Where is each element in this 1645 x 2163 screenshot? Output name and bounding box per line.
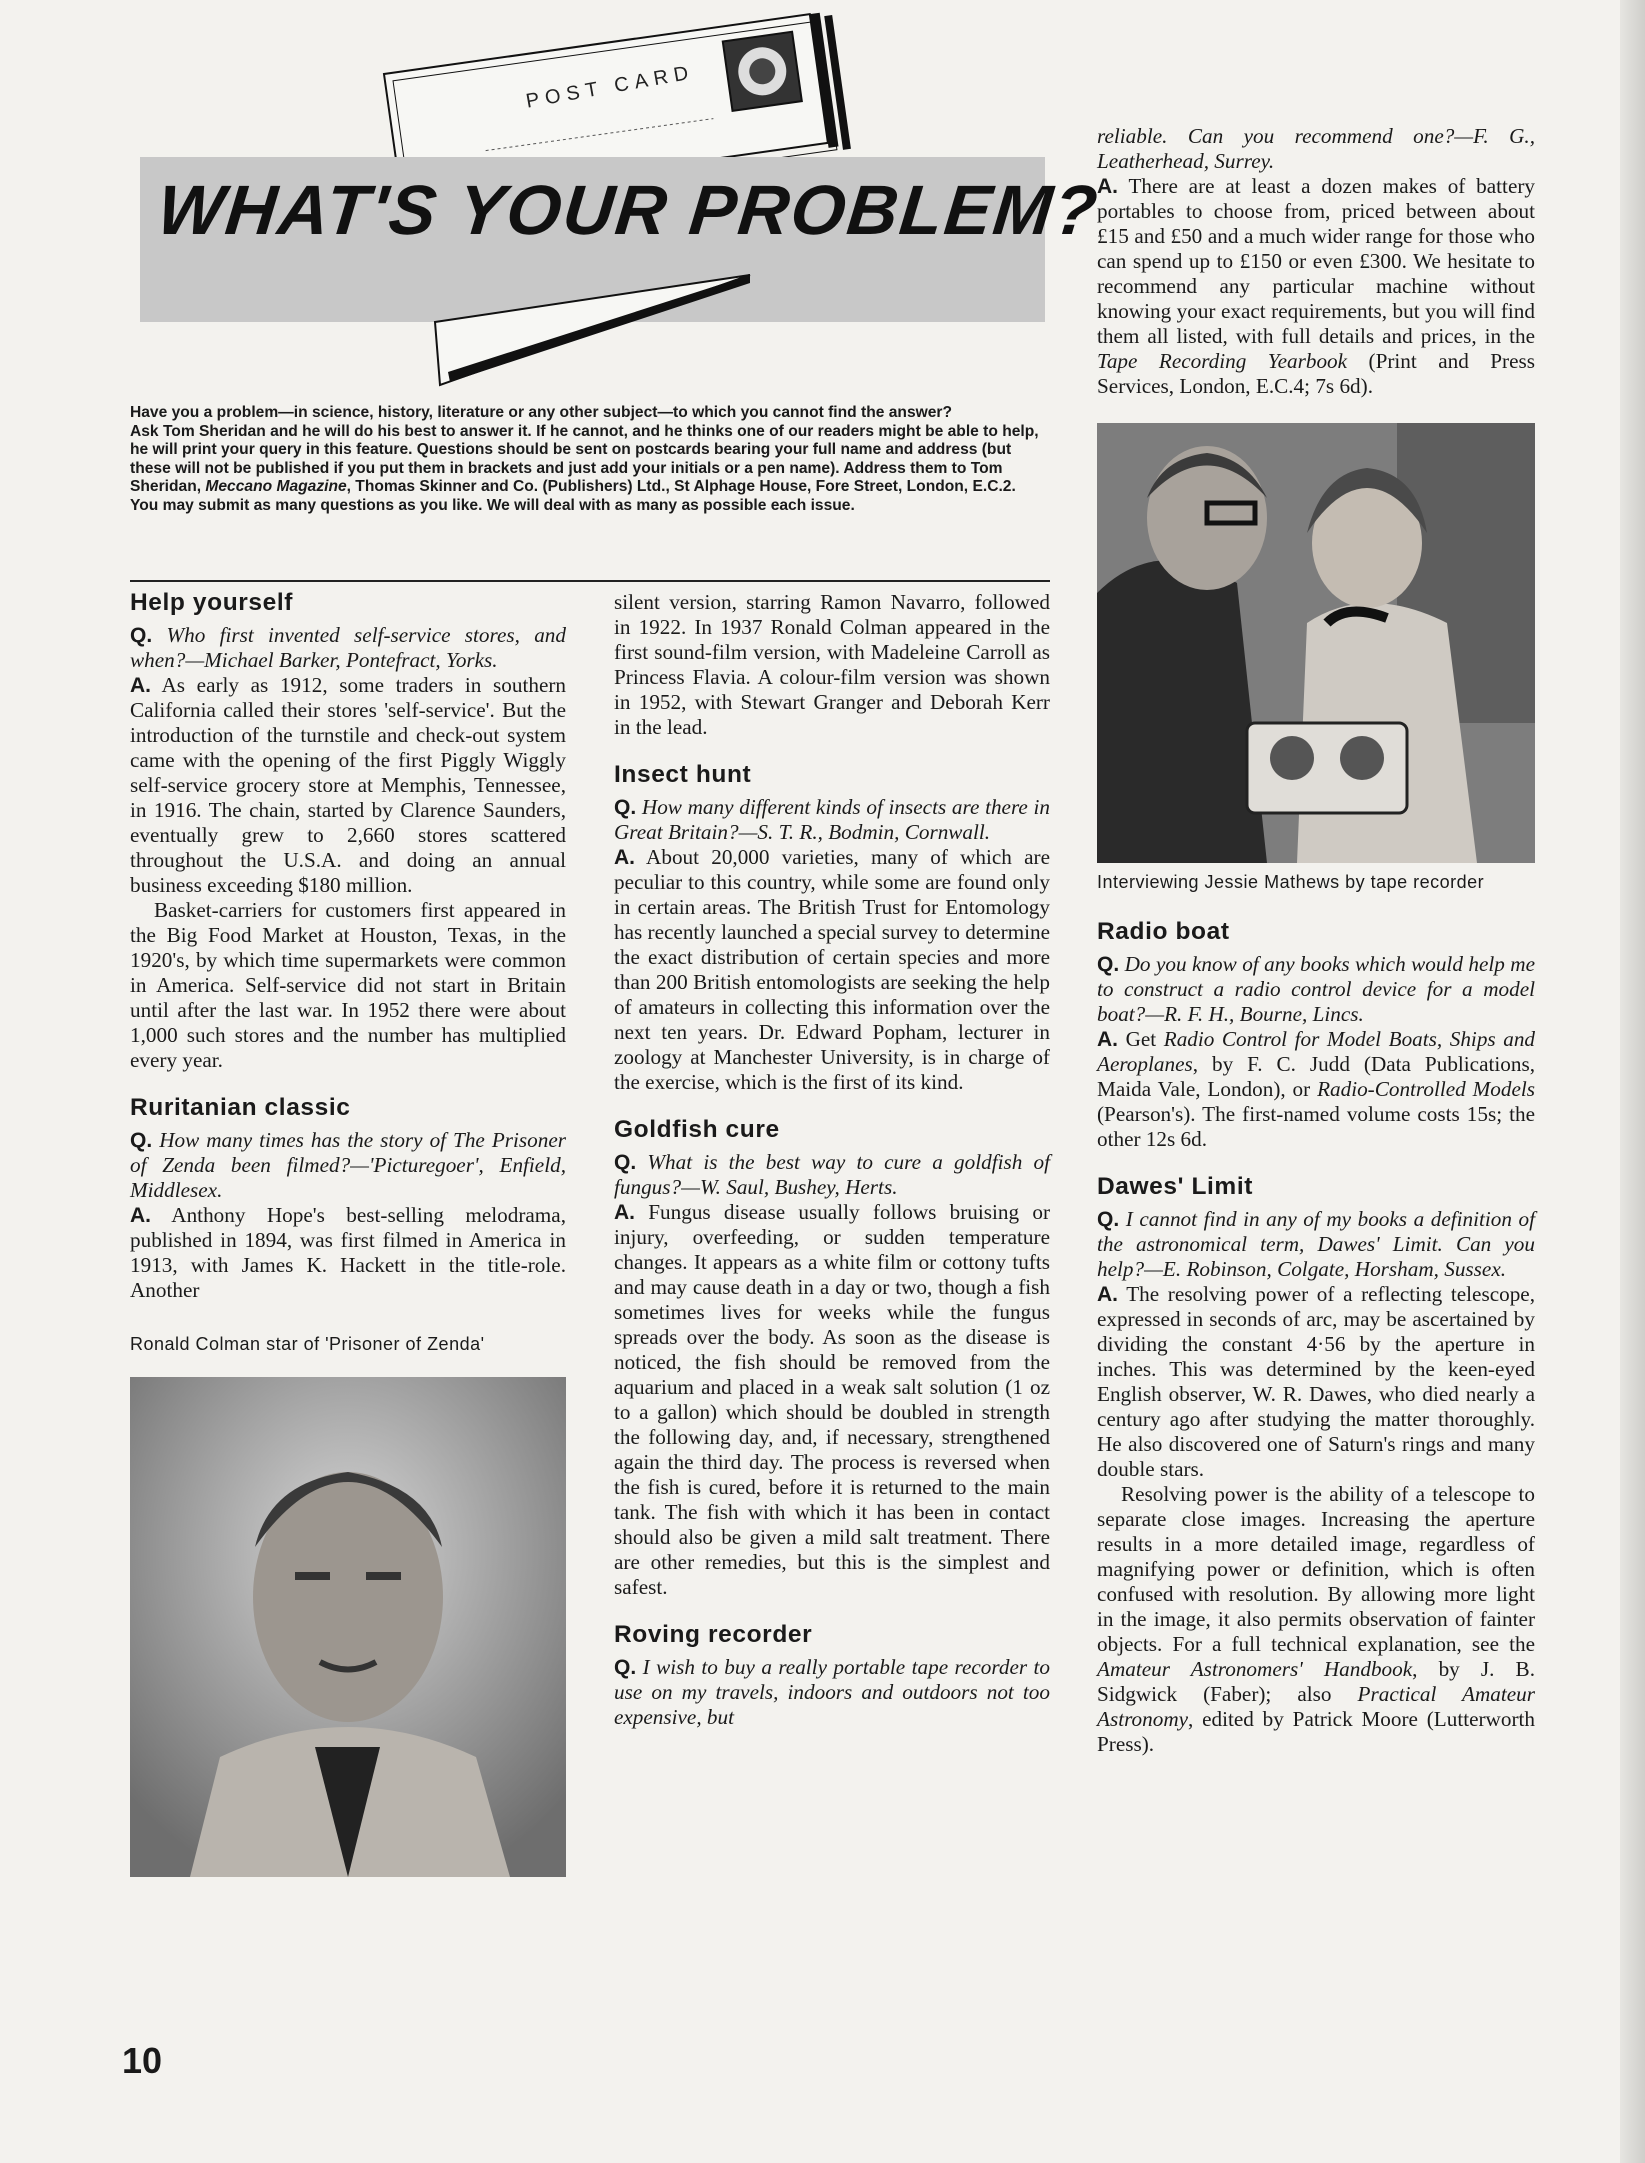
divider <box>130 580 1050 582</box>
intro-paragraph: You may submit as many questions as you like. We will deal with as many as possible each issue. <box>130 496 855 514</box>
jessie-mathews-photo <box>1097 423 1535 863</box>
answer: A. About 20,000 varieties, many of which are peculiar to this country, while some are found only in certain areas. The British Trust for Entomology has recently launched a special survey to determine the exact distribution of certain species and more than 200 British entomologists are seeking the help of amateurs in collecting this information over the next ten years. Dr. Edward Popham, lecturer in zoology at Manchester University, is in charge of the exercise, which is the first of its kind. <box>614 845 1050 1094</box>
interview-image <box>1097 423 1535 863</box>
answer: A. Get Radio Control for Model Boats, Ships and Aeroplanes, by F. C. Judd (Data Publications, Maida Vale, London), or Radio-Controlled Models (Pearson's). The first-named volume costs 15s; the other 12s 6d. <box>1097 1027 1536 1151</box>
question: Q. I cannot find in any of my books a definition of the astronomical term, Dawes' Limit. Can you help?—E. Robinson, Colgate, Horsham, Sussex. <box>1097 1207 1536 1281</box>
answer-continued: Resolving power is the ability of a telescope to separate close images. Increasing the aperture results in a more detailed image, regardless of magnifying power or definition, which is often confused with resolution. By allowing more light in the image, it also permits observation of fainter objects. For a full technical explanation, see the Amateur Astronomers' Handbook, by J. B. Sidgwick (Faber); also Practical Amateur Astronomy, edited by Patrick Moore (Lutterworth Press). <box>1097 1482 1535 1756</box>
portrait-image <box>130 1377 566 1877</box>
photo-caption: Ronald Colman star of 'Prisoner of Zenda' <box>130 1334 485 1354</box>
section-heading: Help yourself <box>130 589 294 616</box>
question: Q. How many different kinds of insects are there in Great Britain?—S. T. R., Bodmin, Cornwall. <box>614 795 1051 844</box>
section-heading: Ruritanian classic <box>130 1094 351 1121</box>
answer: A. There are at least a dozen makes of battery portables to choose from, priced between about £15 and £50 and a much wider range for those who can spend up to £150 or even £300. We hesitate to recommend any particular machine without knowing your exact requirements, but you will find them all listed, with full details and prices, in the Tape Recording Yearbook (Print and Press Services, London, E.C.4; 7s 6d). <box>1097 174 1535 398</box>
postcard-label: POST CARD <box>524 61 696 113</box>
answer-continued: silent version, starring Ramon Navarro, followed in 1922. In 1937 Ronald Colman appeared in the first sound-film version, with Madeleine Carroll as Princess Flavia. A colour-film version was shown in 1952, with Stewart Granger and Deborah Kerr in the lead. <box>614 590 1050 739</box>
column-1 <box>130 590 566 1877</box>
question: Q. I wish to buy a really portable tape recorder to use on my travels, indoors and outdoors not too expensive, but <box>614 1655 1051 1729</box>
section-heading: Roving recorder <box>614 1621 813 1648</box>
section-heading: Goldfish cure <box>614 1116 780 1143</box>
section-heading: Insect hunt <box>614 761 752 788</box>
question: Q. Who first invented self-service stores, and when?—Michael Barker, Pontefract, Yorks. <box>130 623 566 672</box>
answer-continued: Basket-carriers for customers first appeared in the Big Food Market at Houston, Texas, in the 1920's, by which time supermarkets were common in America. Self-service did not start in Britain until after the last war. In 1952 there were about 1,000 such stores and the number has multiplied every year. <box>130 898 566 1072</box>
page-number: 10 <box>122 2040 163 2081</box>
question: Q. What is the best way to cure a goldfish of fungus?—W. Saul, Bushey, Herts. <box>614 1150 1050 1199</box>
question: Q. Do you know of any books which would help me to construct a radio control device for a model boat?—R. F. H., Bourne, Lincs. <box>1097 952 1535 1026</box>
section-heading: Radio boat <box>1097 918 1230 945</box>
answer: A. As early as 1912, some traders in southern California called their stores 'self-service'. But the introduction of the turnstile and check-out system came with the opening of the first Piggly Wiggly self-service grocery store at Memphis, Tennessee, in 1916. The chain, started by Clarence Saunders, eventually grew to 2,660 stores scattered throughout the U.S.A. and doing an annual business exceeding $180 million. <box>130 673 566 897</box>
intro-paragraph: Have you a problem—in science, history, literature or any other subject—to which you cannot find the answer? <box>130 404 953 421</box>
ronald-colman-photo <box>130 1377 566 1877</box>
question-continued: reliable. Can you recommend one?—F. G., Leatherhead, Surrey. <box>1097 124 1535 173</box>
column-3 <box>1097 124 1535 1757</box>
section-heading: Dawes' Limit <box>1097 1173 1253 1200</box>
photo-caption: Interviewing Jessie Mathews by tape recorder <box>1097 872 1485 892</box>
column-2 <box>614 590 1050 1730</box>
answer: A. The resolving power of a reflecting telescope, expressed in seconds of arc, may be ascertained by dividing the constant 4·56 by the aperture in inches. This was determined by the keen-eyed English observer, W. R. Dawes, who died nearly a century ago after studying the matter thoroughly. He also discovered one of Saturn's rings and many double stars. <box>1097 1282 1535 1481</box>
page-edge <box>1620 0 1645 2163</box>
answer: A. Anthony Hope's best-selling melodrama, published in 1894, was first filmed in America in 1913, with James K. Hackett in the title-role. Another <box>130 1203 566 1302</box>
page-title: WHAT'S YOUR PROBLEM? <box>153 171 1103 249</box>
intro-text <box>130 404 1050 515</box>
intro-paragraph: Ask Tom Sheridan and he will do his best to answer it. If he cannot, and he thinks one of our readers might be able to help, he will print your query in this feature. Questions should be sent on postcards bearing your full name and address (but these will not be published if you put them in brackets and just add your initials or a pen name). Address them to Tom Sheridan, Meccano Magazine, Thomas Skinner and Co. (Publishers) Ltd., St Alphage House, Fore Street, London, E.C.2. <box>130 422 1039 495</box>
question: Q. How many times has the story of The Prisoner of Zenda been filmed?—'Picturegoer', Enfield, Middlesex. <box>130 1128 566 1202</box>
answer: A. Fungus disease usually follows bruising or injury, overfeeding, or sudden temperature changes. It appears as a white film or cottony tufts and may cause death in a day or two, though a fish sometimes lives for weeks while the fungus spreads over the body. As soon as the disease is noticed, the fish should be removed from the aquarium and placed in a weak salt solution (1 oz to a gallon) which should be doubled in strength the following day, and, if necessary, strengthened again the third day. The process is reversed when the fish is cured, before it is returned to the main tank. The fish with which it has been in contact should also be given a mild salt treatment. There are other remedies, but this is the simplest and safest. <box>614 1200 1051 1599</box>
